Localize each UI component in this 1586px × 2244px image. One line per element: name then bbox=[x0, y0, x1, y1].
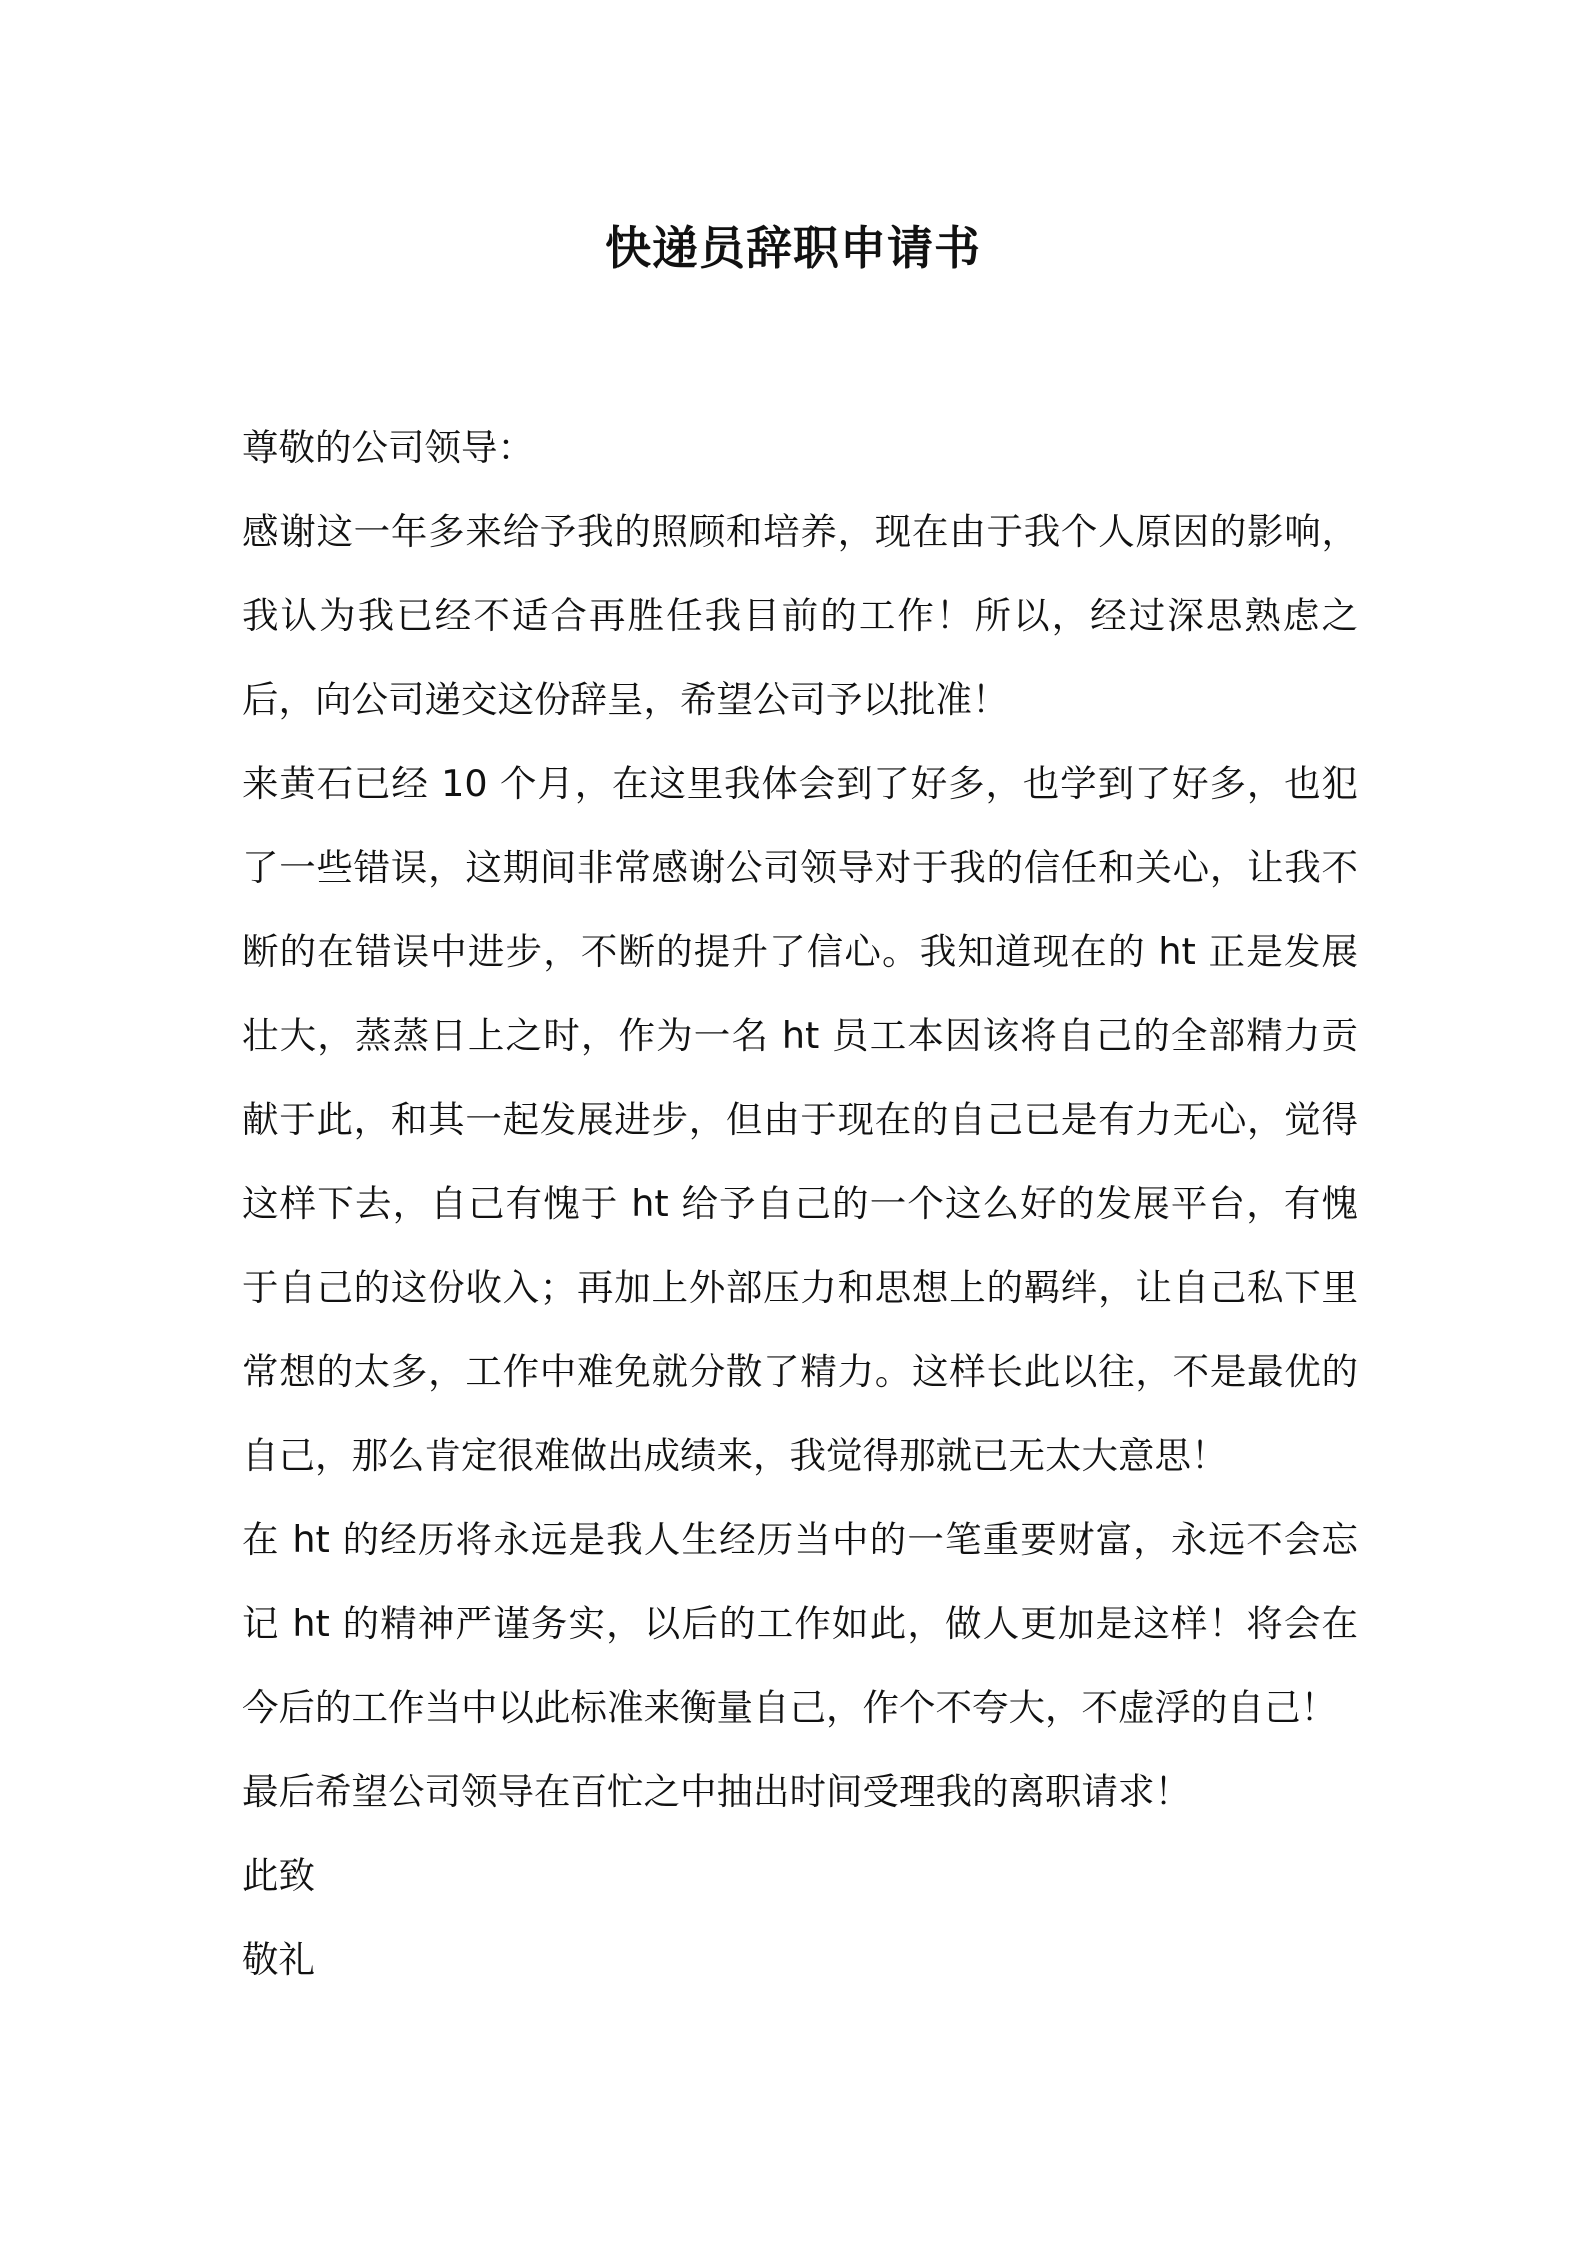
paragraph-3: 在 ht 的经历将永远是我人生经历当中的一笔重要财富，永远不会忘记 ht 的精神严谨务实，以后的工作如此，做人更加是这样！将会在今后的工作当中以此标准来衡量自己，作个不夸大，不虚浮的自己！ bbox=[242, 1518, 1358, 1729]
paragraph-2: 来黄石已经 10 个月，在这里我体会到了好多，也学到了好多，也犯了一些错误，这期间非常感谢公司领导对于我的信任和关心，让我不断的在错误中进步，不断的提升了信心。我知道现在的 ht 正是发展壮大，蒸蒸日上之时，作为一名 ht 员工本因该将自己的全部精力贡献于此，和其一起发展进步，但由于现在的自己已是有力无心，觉得这样下去，自己有愧于 ht 给予自己的一个这么好的发展平台，有愧于自己的这份收入；再加上外部压力和思想上的羁绊，让自己私下里常想的太多，工作中难免就分散了精力。这样长此以往，不是最优的自己，那么肯定很难做出成绩来，我觉得那就已无太大意思！ bbox=[242, 762, 1358, 1477]
closing-line-1: 此致 bbox=[242, 1854, 315, 1897]
closing-line-2: 敬礼 bbox=[242, 1938, 315, 1981]
letter-body bbox=[242, 406, 1358, 2002]
document-title: 快递员辞职申请书 bbox=[605, 221, 981, 275]
paragraph-4: 最后希望公司领导在百忙之中抽出时间受理我的离职请求！ bbox=[242, 1770, 1191, 1813]
paragraph-1: 感谢这一年多来给予我的照顾和培养，现在由于我个人原因的影响，我认为我已经不适合再胜任我目前的工作！所以，经过深思熟虑之后，向公司递交这份辞呈，希望公司予以批准！ bbox=[242, 510, 1358, 721]
salutation: 尊敬的公司领导： bbox=[242, 426, 534, 469]
